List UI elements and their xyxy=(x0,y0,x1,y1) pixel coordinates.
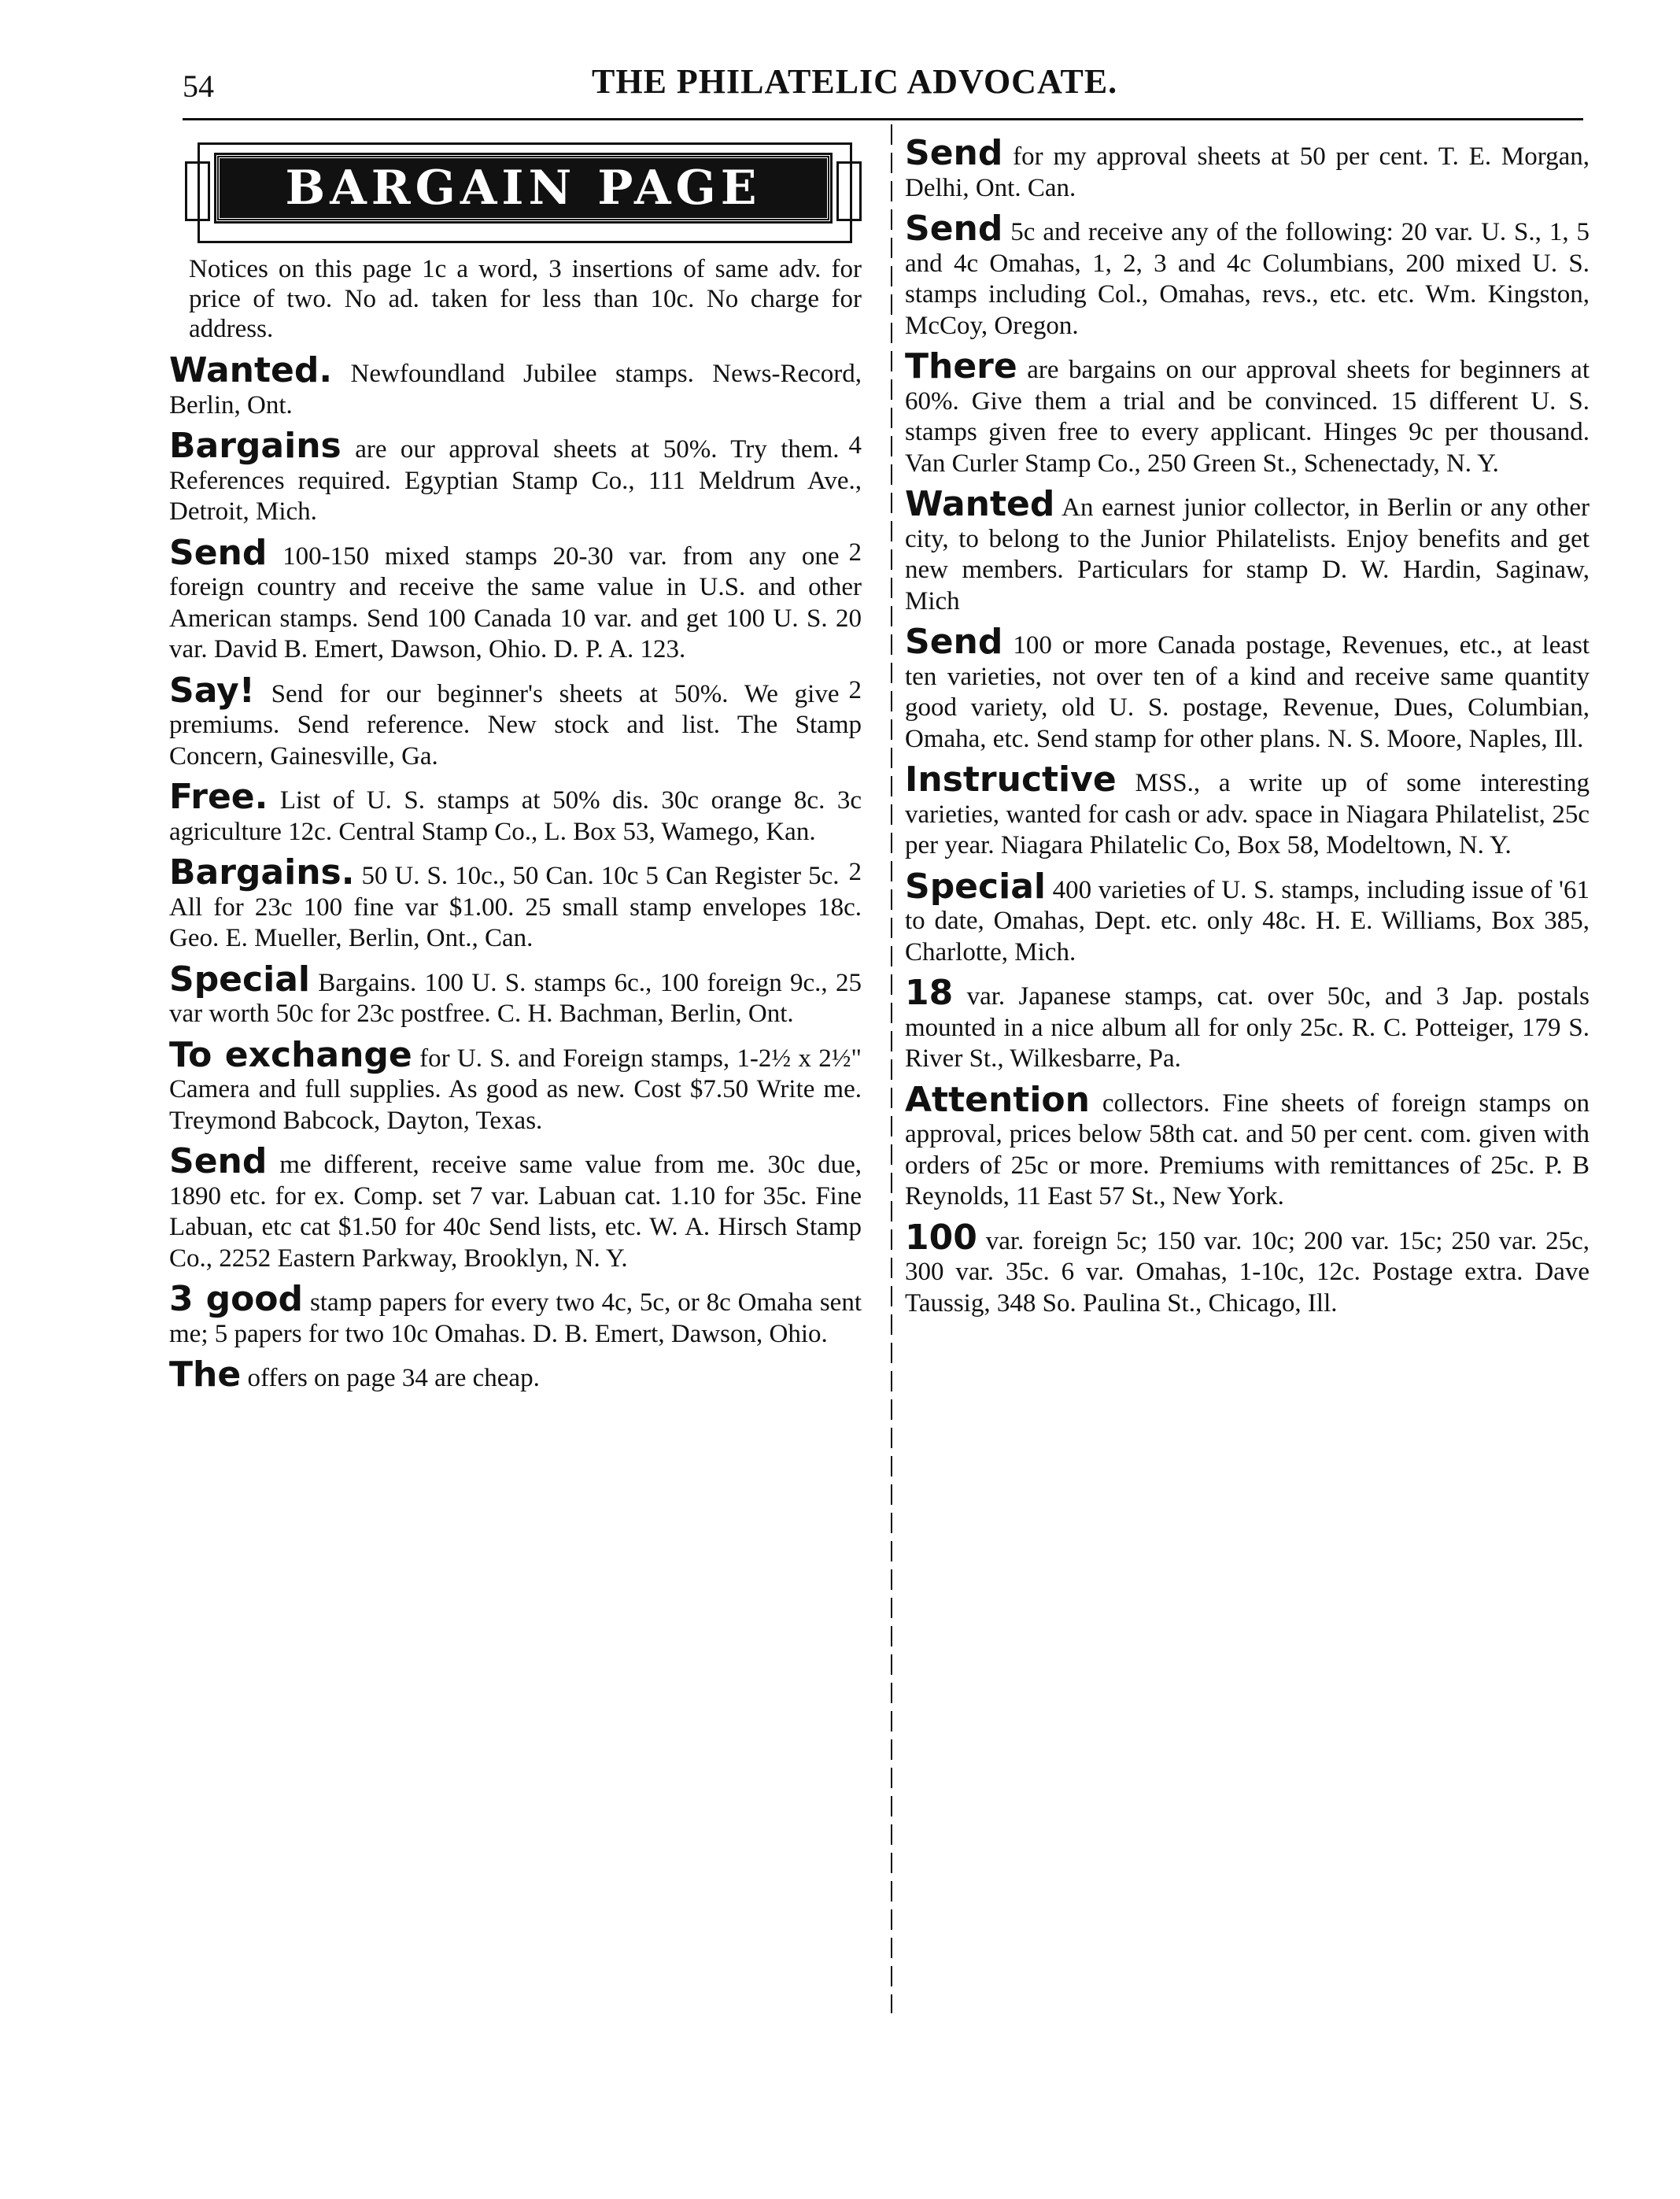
ad-body-text: for U. S. and Foreign stamps, 1-2½ x 2½" Camera and full supplies. As good as new. Cost $7.50 Write me. Treymond Babcock, Dayton, Texas. xyxy=(169,1044,862,1135)
classified-ad xyxy=(169,777,862,848)
ad-lead-word: Send xyxy=(169,1141,268,1181)
ad-lead-word: The xyxy=(169,1355,242,1395)
classified-ad xyxy=(905,133,1590,204)
classified-ad xyxy=(905,622,1590,755)
classified-ad xyxy=(169,1355,862,1395)
bargain-page-banner xyxy=(185,138,862,246)
classified-ad xyxy=(905,346,1590,479)
classified-ad xyxy=(905,1079,1590,1213)
ad-key-number: 2 xyxy=(848,538,862,567)
ad-lead-word: Bargains xyxy=(169,426,342,466)
banner-ornament-right xyxy=(836,161,862,221)
ad-lead-word: 18 xyxy=(905,973,954,1013)
ad-body-text: Bargains. 100 U. S. stamps 6c., 100 foreign 9c., 25 var worth 50c for 23c postfree. C. H. Bachman, Berlin, Ont. xyxy=(169,968,862,1028)
classified-ad xyxy=(169,852,862,955)
ad-lead-word: Attention xyxy=(905,1079,1090,1120)
ad-body-text: 50 U. S. 10c., 50 Can. 10c 5 Can Register 5c. All for 23c 100 fine var $1.00. 25 small stamp envelopes 18c. Geo. E. Mueller, Berlin, Ont., Can. xyxy=(169,862,862,952)
ad-lead-word: Special xyxy=(169,959,310,1000)
ad-body-text: var. foreign 5c; 150 var. 10c; 200 var. 15c; 250 var. 25c, 300 var. 35c. 6 var. Omahas, 1-10c, 12c. Postage extra. Dave Taussig, 348 So. Paulina St., Chicago, Ill. xyxy=(905,1226,1590,1318)
banner-title: BARGAIN PAGE xyxy=(285,161,762,216)
ad-lead-word: Say! xyxy=(169,670,255,711)
ad-lead-word: There xyxy=(905,346,1017,386)
ad-body-text: 100 or more Canada postage, Revenues, etc., at least ten varieties, not over ten of a kind and receive same quantity good variety, old U. S. postage, Revenue, Dues, Columbian, Omaha, etc. Send stamp for other plans. N. S. Moore, Naples, Ill. xyxy=(905,631,1590,753)
classified-ad xyxy=(905,209,1590,342)
classified-ad xyxy=(905,866,1590,969)
ad-lead-word: Send xyxy=(905,209,1003,249)
ad-body-text: An earnest junior collector, in Berlin or any other city, to belong to the Junior Philatelists. Enjoy benefits and get new members. Particulars for stamp D. W. Hardin, Saginaw, Mich xyxy=(905,493,1590,615)
ad-lead-word: Instructive xyxy=(905,759,1117,800)
classified-ad xyxy=(905,973,1590,1075)
ad-body-text: for my approval sheets at 50 per cent. T. E. Morgan, Delhi, Ont. Can. xyxy=(905,142,1590,202)
header-rule xyxy=(183,118,1583,120)
right-column xyxy=(905,133,1590,1329)
classified-ad xyxy=(169,426,862,528)
ad-body-text: 100-150 mixed stamps 20-30 var. from any one foreign country and receive the same value in U.S. and other American stamps. Send 100 Canada 10 var. and get 100 U. S. 20 var. David B. Emert, Dawson, Ohio. D. P. A. 123. xyxy=(169,541,862,663)
ad-body-text: stamp papers for every two 4c, 5c, or 8c Omaha sent me; 5 papers for two 10c Omahas. D. B. Emert, Dawson, Ohio. xyxy=(169,1288,862,1348)
ad-lead-word: Free. xyxy=(169,777,268,817)
ad-body-text: Send for our beginner's sheets at 50%. We give premiums. Send reference. New stock and list. The Stamp Concern, Gainesville, Ga. xyxy=(169,679,862,771)
ad-body-text: are bargains on our approval sheets for beginners at 60%. Give them a trial and be convinced. 15 different U. S. stamps given free to every applicant. Hinges 9c per thousand. Van Curler Stamp Co., 250 Green St., Schenectady, N. Y. xyxy=(905,356,1590,478)
column-divider xyxy=(891,124,892,2013)
ad-key-number: 2 xyxy=(848,675,862,704)
ad-lead-word: To exchange xyxy=(169,1034,412,1075)
ad-body-text: offers on page 34 are cheap. xyxy=(247,1364,540,1392)
rates-notice: Notices on this page 1c a word, 3 insertions of same adv. for price of two. No ad. taken for less than 10c. No charge for address. xyxy=(189,255,862,343)
ad-lead-word: 3 good xyxy=(169,1279,304,1319)
classified-ad xyxy=(169,1034,862,1137)
ad-body-text: collectors. Fine sheets of foreign stamps on approval, prices below 58th cat. and 50 per cent. com. given with orders of 25c or more. Premiums with remittances of 25c. P. B Reynolds, 11 East 57 St., New York. xyxy=(905,1088,1590,1210)
ad-lead-word: Wanted. xyxy=(169,350,333,390)
ad-lead-word: Send xyxy=(905,133,1003,173)
ad-key-number: 4 xyxy=(848,431,862,460)
ad-lead-word: 100 xyxy=(905,1217,977,1258)
ad-body-text: are our approval sheets at 50%. Try them. References required. Egyptian Stamp Co., 111 Meldrum Ave., Detroit, Mich. xyxy=(169,435,862,526)
left-column xyxy=(169,138,862,1404)
classified-ad xyxy=(905,484,1590,617)
left-ads-list xyxy=(169,350,862,1395)
page-number: 54 xyxy=(183,68,214,104)
classified-ad xyxy=(169,670,862,773)
ad-lead-word: Send xyxy=(169,532,268,573)
classified-ad xyxy=(169,532,862,666)
classified-ad xyxy=(905,1217,1590,1320)
ad-body-text: 5c and receive any of the following: 20 var. U. S., 1, 5 and 4c Omahas, 1, 2, 3 and 4c Columbians, 200 mixed U. S. stamps including Col., Omahas, revs., etc. etc. Wm. Kingston, McCoy, Oregon. xyxy=(905,218,1590,340)
ad-body-text: me different, receive same value from me. 30c due, 1890 etc. for ex. Comp. set 7 var. Labuan cat. 1.10 for 35c. Fine Labuan, etc cat $1.50 for 40c Send lists, etc. W. A. Hirsch Stamp Co., 2252 Eastern Parkway, Brooklyn, N. Y. xyxy=(169,1151,862,1273)
right-ads-list xyxy=(905,133,1590,1319)
page-header xyxy=(183,61,1599,116)
ad-body-text: 400 varieties of U. S. stamps, including issue of '61 to date, Omahas, Dept. etc. only 48c. H. E. Williams, Box 385, Charlotte, Mich. xyxy=(905,875,1590,966)
ad-body-text: var. Japanese stamps, cat. over 50c, and 3 Jap. postals mounted in a nice album all for only 25c. R. C. Potteiger, 179 S. River St., Wilkesbarre, Pa. xyxy=(905,982,1590,1073)
ad-body-text: Newfoundland Jubilee stamps. News-Record, Berlin, Ont. xyxy=(169,360,862,419)
page-title: THE PHILATELIC ADVOCATE. xyxy=(592,62,1118,101)
ad-body-text: List of U. S. stamps at 50% dis. 30c orange 8c. 3c agriculture 12c. Central Stamp Co., L. Box 53, Wamego, Kan. xyxy=(169,786,862,846)
classified-ad xyxy=(169,959,862,1030)
classified-ad xyxy=(169,1141,862,1274)
ad-lead-word: Bargains. xyxy=(169,852,355,893)
ad-lead-word: Wanted xyxy=(905,484,1055,524)
ad-lead-word: Special xyxy=(905,866,1046,907)
classified-ad xyxy=(169,350,862,421)
classified-ad xyxy=(169,1279,862,1350)
banner-ornament-left xyxy=(185,161,210,221)
ad-body-text: MSS., a write up of some interesting varieties, wanted for cash or adv. space in Niagara Philatelist, 25c per year. Niagara Philatelic Co, Box 58, Modeltown, N. Y. xyxy=(905,769,1590,859)
ad-lead-word: Send xyxy=(905,622,1003,662)
classified-ad xyxy=(905,759,1590,862)
ad-key-number: 2 xyxy=(848,858,862,886)
